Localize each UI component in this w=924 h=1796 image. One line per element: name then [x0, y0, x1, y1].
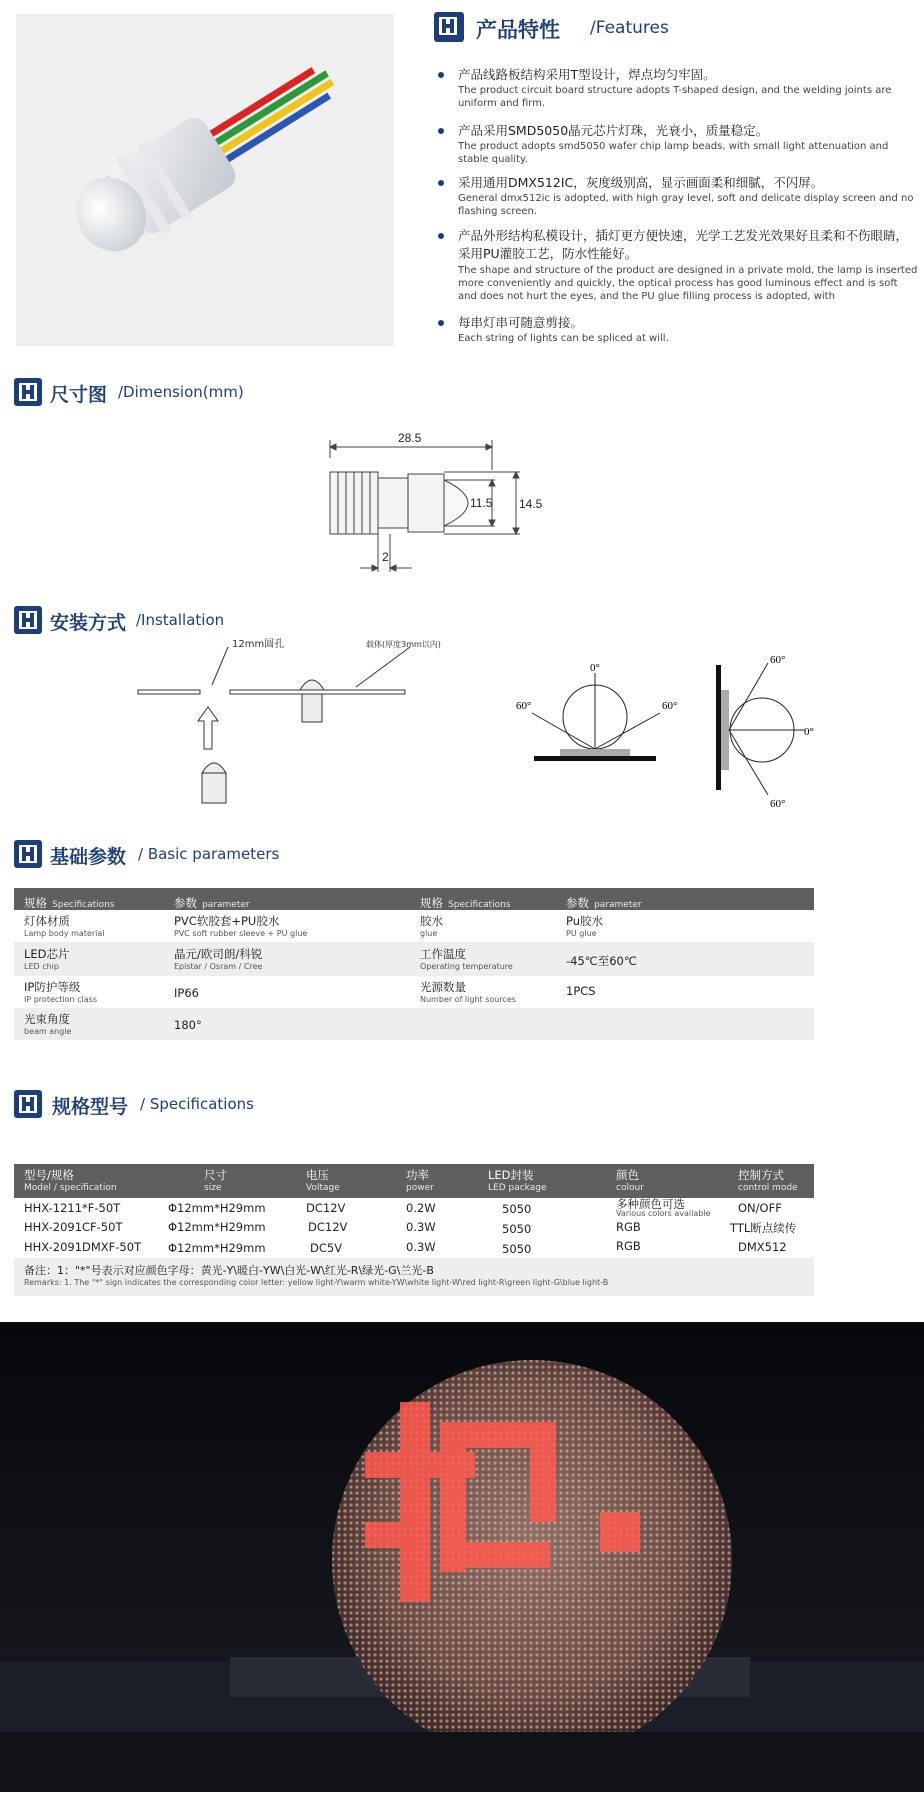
header-zh: 尺寸: [204, 1168, 227, 1182]
feature-zh: 产品线路板结构采用T型设计，焊点均匀牢固。: [458, 67, 716, 82]
header-en: LED package: [488, 1183, 547, 1193]
beam-angle-diagram: [510, 655, 680, 780]
dim-inner-height: 11.5: [470, 496, 493, 510]
bullet-icon: [438, 72, 444, 78]
feature-zh: 每串灯串可随意剪接。: [458, 315, 584, 330]
dimension-title: 尺寸图: [50, 384, 108, 406]
feature-zh: 采用通用DMX512IC，灰度级别高，显示画面柔和细腻，不闪屏。: [458, 175, 824, 190]
angle-right: 60°: [662, 700, 678, 712]
feature-en: The shape and structure of the product are designed in a private mold, the lamp is inserted more conveniently and quickly, the optical process has good luminous effect and is soft and does not hurt the eyes, and the PU glue filling process is adopted, with: [458, 265, 918, 302]
product-photo: [16, 14, 394, 346]
param-en: PVC soft rubber sleeve + PU glue: [174, 929, 308, 938]
feature-en: General dmx512ic is adopted, with high gray level, soft and delicate display screen and no flashing screen.: [458, 193, 914, 217]
basic-params-table: [14, 888, 814, 1040]
header-en: parameter: [202, 900, 250, 910]
header-en: control mode: [738, 1183, 798, 1193]
specs-table: [14, 1164, 814, 1296]
control-cell: ON/OFF: [738, 1201, 782, 1215]
table-row: [14, 1218, 814, 1238]
feature-zh: 产品外形结构私模设计，插灯更方便快速，光学工艺发光效果好且柔和不伤眼睛，采用PU灌胶工艺，防水性能好。: [458, 228, 909, 261]
size-cell: Φ12mm*H29mm: [168, 1241, 266, 1255]
table-header: [14, 888, 814, 910]
basic-title: 基础参数: [50, 846, 127, 868]
carrier-label: 载体(厚度3mm以内): [366, 640, 441, 649]
colour-cell: RGB: [616, 1239, 641, 1253]
spec-zh: 光束角度: [24, 1012, 70, 1026]
brand-h-icon: [14, 1090, 42, 1118]
side-angle-bottom: 60°: [770, 798, 786, 810]
angle-left: 60°: [516, 700, 532, 712]
size-cell: Φ12mm*H29mm: [168, 1220, 266, 1234]
spec-en: glue: [420, 929, 438, 938]
colour-cell: RGB: [616, 1220, 641, 1234]
control-cell: TTL断点续传: [730, 1221, 797, 1235]
power-cell: 0.2W: [406, 1201, 436, 1215]
spec-en: Operating temperature: [420, 962, 513, 971]
brand-h-icon: [14, 378, 42, 406]
dimension-drawing: [320, 430, 570, 580]
table-header: [14, 1164, 814, 1198]
features-title-en: /Features: [590, 18, 669, 38]
spec-en: IP protection class: [24, 995, 97, 1004]
size-cell: Φ12mm*H29mm: [168, 1201, 266, 1215]
spec-zh: 光源数量: [420, 980, 466, 994]
hole-label: 12mm圆孔: [232, 639, 285, 650]
side-angle-mid: 0°: [804, 726, 814, 738]
param-zh: -45℃至60℃: [566, 954, 637, 968]
header-en: Specifications: [448, 900, 511, 910]
spec-zh: IP防护等级: [24, 980, 81, 994]
model-cell: HHX-2091DMXF-50T: [24, 1240, 142, 1254]
package-cell: 5050: [502, 1222, 532, 1236]
installation-title-en: /Installation: [136, 611, 225, 629]
table-row: [14, 1198, 814, 1218]
bullet-icon: [438, 320, 444, 326]
remark-en: Remarks: 1. The "*" sign indicates the corresponding color letter: yellow light-Y\warm white-YW\white light-W\red light-R\green light-G\blue light-B: [24, 1278, 609, 1287]
installation-diagram: [120, 635, 441, 810]
package-cell: 5050: [502, 1242, 532, 1256]
model-cell: HHX-1211*F-50T: [24, 1201, 121, 1215]
spec-zh: 灯体材质: [24, 914, 70, 928]
table-row: [14, 1238, 814, 1258]
features-title: 产品特性: [476, 18, 560, 42]
header-zh: 功率: [406, 1168, 429, 1182]
header-en: size: [204, 1183, 222, 1193]
package-cell: 5050: [502, 1202, 532, 1216]
feature-zh: 产品采用SMD5050晶元芯片灯珠，光衰小，质量稳定。: [458, 123, 769, 138]
param-zh: 晶元/欧司朗/科锐: [174, 947, 263, 961]
spec-en: beam angle: [24, 1027, 72, 1036]
table-row: [14, 1008, 814, 1040]
param-zh: 1PCS: [566, 984, 596, 998]
bullet-icon: [438, 128, 444, 134]
remarks-row: [14, 1258, 814, 1296]
voltage-cell: DC5V: [310, 1241, 343, 1255]
spec-zh: 工作温度: [420, 947, 466, 961]
header-zh: 颜色: [616, 1168, 639, 1182]
bullet-icon: [438, 233, 444, 239]
header-zh: 型号/规格: [24, 1168, 74, 1182]
side-angle-top: 60°: [770, 654, 786, 666]
voltage-cell: DC12V: [308, 1220, 348, 1234]
model-cell: HHX-2091CF-50T: [24, 1220, 123, 1234]
bullet-icon: [438, 180, 444, 186]
specs-title-en: / Specifications: [140, 1095, 254, 1113]
spec-zh: 胶水: [420, 914, 443, 928]
header-zh: 规格: [24, 896, 47, 910]
table-row: [14, 942, 814, 976]
side-beam-diagram: [710, 645, 820, 815]
brand-h-icon: [434, 12, 464, 42]
header-zh: 参数: [174, 896, 197, 910]
spec-en: Number of light sources: [420, 995, 516, 1004]
feature-en: The product adopts smd5050 wafer chip lamp beads, with small light attenuation and stable quality.: [458, 141, 889, 165]
angle-top: 0°: [590, 662, 600, 674]
param-zh: IP66: [174, 986, 199, 1000]
param-en: PU glue: [566, 929, 597, 938]
param-zh: PVC软胶套+PU胶水: [174, 914, 280, 928]
power-cell: 0.3W: [406, 1240, 436, 1254]
header-zh: 规格: [420, 896, 443, 910]
colour-en-cell: Various colors available: [616, 1209, 711, 1218]
header-en: Model / specification: [24, 1183, 117, 1193]
feature-en: The product circuit board structure adopts T-shaped design, and the welding joints are uniform and firm.: [458, 85, 892, 109]
header-zh: LED封装: [488, 1168, 534, 1182]
installation-title: 安装方式: [50, 612, 127, 634]
param-zh: Pu胶水: [566, 914, 604, 928]
header-zh: 控制方式: [738, 1168, 784, 1182]
param-zh: 180°: [174, 1018, 202, 1032]
power-cell: 0.3W: [406, 1220, 436, 1234]
spec-en: Lamp body material: [24, 929, 105, 938]
header-en: Voltage: [306, 1183, 340, 1193]
basic-title-en: / Basic parameters: [138, 845, 280, 863]
header-en: colour: [616, 1183, 644, 1193]
header-en: parameter: [594, 900, 642, 910]
header-en: Specifications: [52, 900, 115, 910]
colour-cell: 多种颜色可选: [616, 1197, 685, 1211]
specs-title: 规格型号: [52, 1096, 129, 1118]
sphere-image: [0, 1322, 924, 1792]
header-zh: 参数: [566, 896, 589, 910]
led-sphere-photo: [0, 1322, 924, 1792]
dim-gap: 2: [382, 550, 389, 564]
led-module-image: [16, 14, 394, 346]
voltage-cell: DC12V: [306, 1201, 346, 1215]
control-cell: DMX512: [738, 1240, 787, 1254]
table-row: [14, 976, 814, 1008]
brand-h-icon: [14, 606, 42, 634]
table-row: [14, 910, 814, 942]
header-en: power: [406, 1183, 434, 1193]
dimension-title-en: /Dimension(mm): [118, 383, 244, 401]
dim-outer-height: 14.5: [519, 497, 543, 511]
remark-zh: 备注：1："*"号表示对应颜色字母：黄光-Y\暖白-YW\白光-W\红光-R\绿光-G\兰光-B: [24, 1264, 434, 1277]
feature-en: Each string of lights can be spliced at will.: [458, 333, 669, 344]
param-en: Epistar / Osram / Cree: [174, 962, 263, 971]
spec-zh: LED芯片: [24, 947, 70, 961]
brand-h-icon: [14, 840, 42, 868]
dim-length: 28.5: [398, 431, 422, 445]
header-zh: 电压: [306, 1168, 329, 1182]
spec-en: LED chip: [24, 962, 59, 971]
